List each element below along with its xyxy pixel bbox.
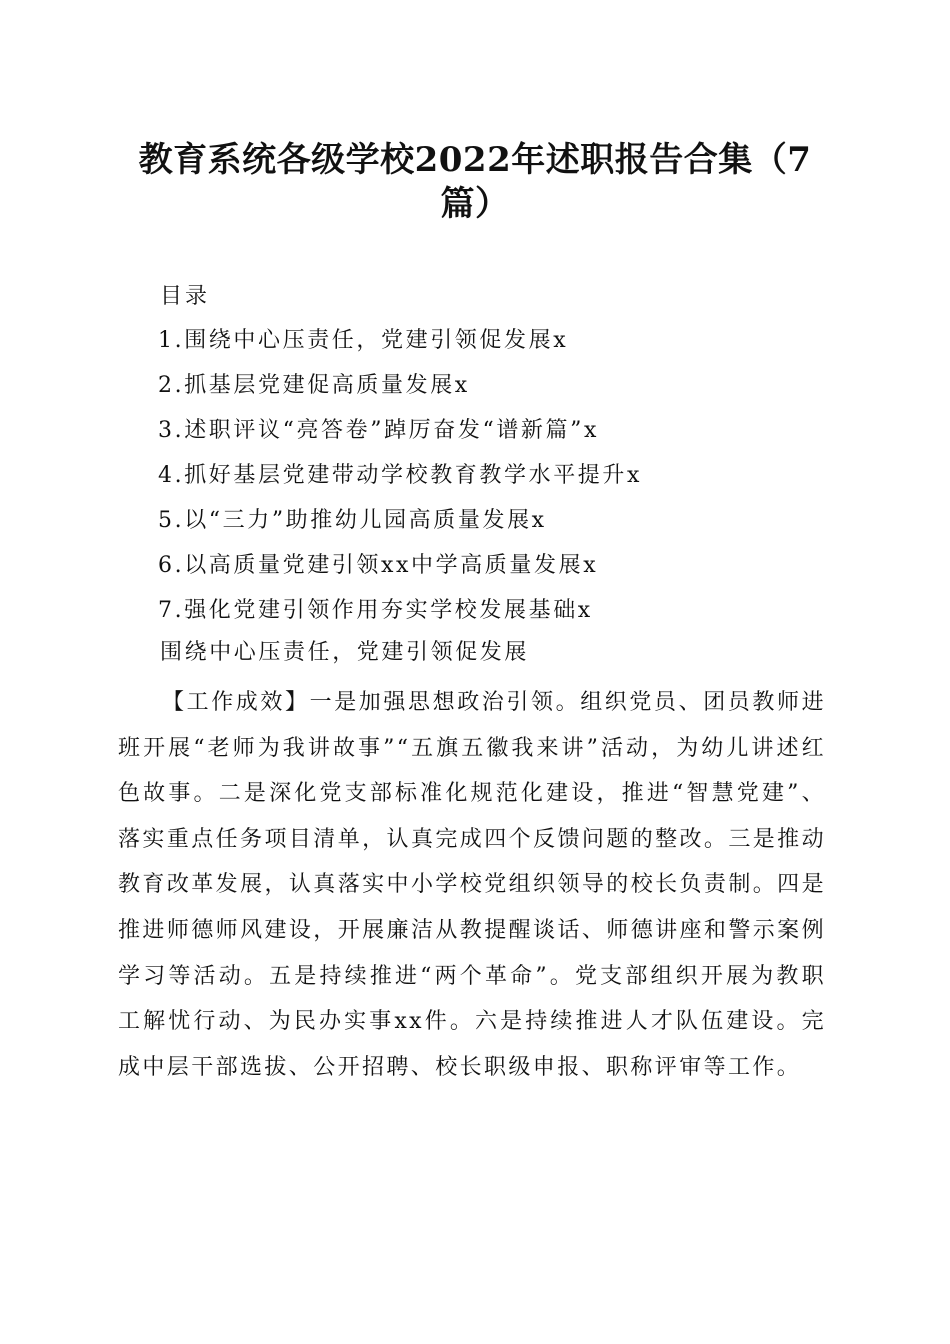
toc-item-4: 4.抓好基层党建带动学校教育教学水平提升x [158,463,642,488]
toc-item-3: 3.述职评议“亮答卷”踔厉奋发“谱新篇”x [158,418,599,443]
document-title: 教育系统各级学校2022年述职报告合集（7篇） [138,140,812,224]
toc-item-1: 1.围绕中心压责任，党建引领促发展x [158,328,569,353]
toc-heading: 目录 [160,284,211,309]
toc-item-2: 2.抓基层党建促高质量发展x [158,373,470,398]
toc-item-5: 5.以“三力”助推幼儿园高质量发展x [158,508,547,533]
toc-item-7: 7.强化党建引领作用夯实学校发展基础x [158,598,593,623]
table-of-contents [158,326,838,641]
body-paragraph: 【工作成效】一是加强思想政治引领。组织党员、团员教师进班开展“老师为我讲故事”“五旗五徽我来讲”活动，为幼儿讲述红色故事。二是深化党支部标准化规范化建设，推进“智慧党建”、落实重点任务项目清单，认真完成四个反馈问题的整改。三是推动教育改革发展，认真落实中小学校党组织领导的校长负责制。四是推进师德师风建设，开展廉洁从教提醒谈话、师德讲座和警示案例学习等活动。五是持续推进“两个革命”。党支部组织开展为教职工解忧行动、为民办实事xx件。六是持续推进人才队伍建设。完成中层干部选拔、公开招聘、校长职级申报、职称评审等工作。 [118,690,826,1080]
toc-item-6: 6.以高质量党建引领xx中学高质量发展x [158,553,599,578]
section-title: 围绕中心压责任，党建引领促发展 [160,640,530,665]
